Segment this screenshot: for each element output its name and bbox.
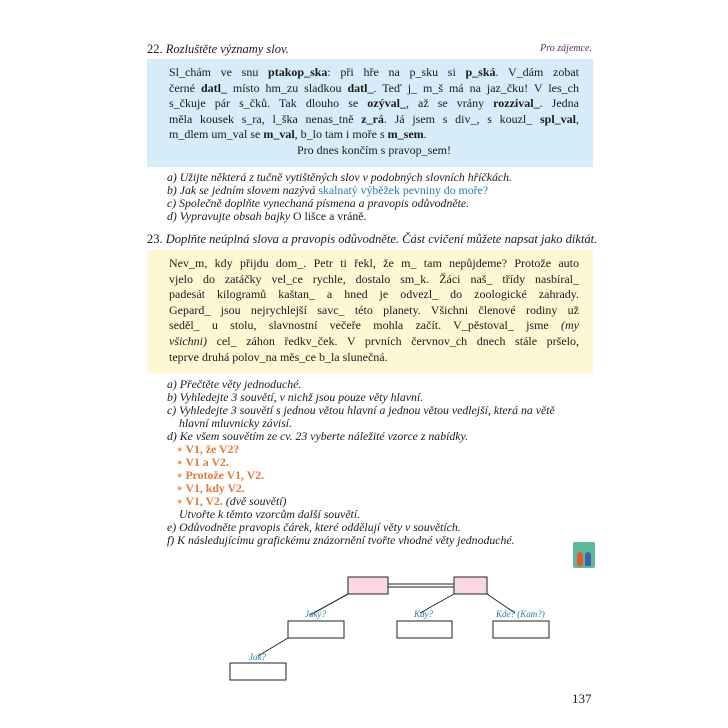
- bullet-icon: ●: [177, 457, 183, 467]
- bullet-icon: ●: [177, 496, 183, 506]
- exercise-number: 22.: [147, 42, 163, 56]
- text-segment: Gepard_ jsou nejrychlejší savc_ této planety. Všichni členové rodiny už: [169, 302, 579, 317]
- text-segment: (my: [561, 318, 579, 333]
- text-segment: . Jedna: [539, 96, 579, 111]
- task-e: e) Odůvodněte pravopis čárek, které oddělují věty v souvětích.: [167, 520, 461, 534]
- bold-word: m_val: [263, 127, 295, 142]
- bold-word: datl_: [347, 80, 374, 95]
- pattern-text: Protože V1, V2.: [185, 468, 265, 482]
- text-segment: , až se vrány: [405, 96, 494, 111]
- task-a: a) Přečtěte věty jednoduché.: [167, 377, 302, 391]
- closing-line: Pro dnes končím s pravop_sem!: [297, 142, 451, 157]
- bold-word: datl_: [200, 80, 227, 95]
- text-segment: seděl_ u stolu, slavnostní večeře mohla začít. V_pěstoval_ jsme: [169, 318, 561, 333]
- task-d: d) Ke všem souvětím ze cv. 23 vyberte náležité vzorce z nabídky.: [167, 429, 469, 443]
- bold-word: ozýval_: [367, 96, 406, 111]
- text-segment: m_dlem um_val se: [169, 127, 264, 142]
- task-c-continued: hlavní mluvnicky závisí.: [179, 416, 293, 430]
- bullet-icon: ●: [177, 470, 183, 480]
- task-b-suffix: ?: [482, 183, 489, 197]
- text-segment: . Já jsem s div_, s kouzl_: [383, 111, 540, 126]
- text-segment: černé: [169, 80, 201, 95]
- text-segment: . V_dám zobat: [495, 65, 579, 79]
- pattern-text: V1, že V2?: [185, 442, 240, 456]
- text-segment: , b_lo tam i moře s: [294, 127, 388, 142]
- task-b-highlight: skalnatý výběžek pevniny do moře: [318, 183, 483, 197]
- task-c: c) Vyhledejte 3 souvětí s jednou větou hlavní a jednou větou vedlejší, která na větě: [167, 403, 555, 417]
- bullet-icon: ●: [177, 483, 183, 493]
- text-segment: .: [423, 127, 427, 142]
- bold-word: m_sem: [387, 127, 424, 142]
- bold-word: z_rá: [361, 111, 384, 126]
- time-adverbial-box: [397, 621, 452, 638]
- text-segment: místo hm_zu sladkou: [226, 80, 348, 95]
- optional-tag: Pro zájemce.: [540, 43, 592, 54]
- page-number: 137: [572, 691, 592, 706]
- attribute-box: [288, 621, 344, 638]
- bullet-icon: ●: [177, 444, 183, 454]
- task-b: b) Vyhledejte 3 souvětí, v nichž jsou pouze věty hlavní.: [167, 390, 424, 404]
- text-segment: s_čkuje pár s_čků. Tak dlouho se: [169, 96, 368, 111]
- bold-word: ptakop_ska: [268, 65, 328, 79]
- exercise-title: Doplňte neúplná slova a pravopis odůvodněte. Část cvičení můžete napsat jako diktát.: [165, 232, 598, 246]
- question-label-jak: Jak?: [249, 652, 266, 662]
- task-c: c) Společně doplňte vynechaná písmena a pravopis odůvodněte.: [167, 196, 470, 210]
- text-segment: teprve druhá polov_na měs_ce b_la slunečná.: [169, 349, 388, 364]
- bold-word: spl_val: [539, 111, 576, 126]
- text-segment: : při hře na p_sku si: [327, 65, 466, 79]
- question-label-kde: Kde? (Kam?): [496, 609, 545, 619]
- question-label-kdy: Kdy?: [414, 609, 433, 619]
- predicate-box: [454, 577, 487, 594]
- question-label-jaky: Jaký?: [305, 609, 326, 619]
- bold-word: p_ská: [465, 65, 496, 79]
- pattern-text: V1, V2.: [185, 494, 223, 508]
- manner-box: [230, 663, 286, 680]
- text-segment: Sl_chám ve snu: [169, 65, 269, 79]
- text-segment: padesát kilogramů kaštan_ a hned je odvezl_ do zoologické zahrady.: [169, 287, 579, 302]
- task-b-text: b) Jak se jedním slovem nazývá: [167, 183, 319, 197]
- pattern-text: V1, kdy V2.: [185, 481, 245, 495]
- task-f: f) K následujícímu grafickému znázornění tvořte vhodné věty jednoduché.: [167, 533, 515, 547]
- bold-word: rozzíval_: [493, 96, 540, 111]
- text-segment: měla kousek s_ra, l_ška nenas_tně: [169, 111, 362, 126]
- task-d-text: d) Vypravujte obsah bajky: [167, 209, 294, 223]
- subject-box: [348, 577, 388, 594]
- text-segment: vjelo do zatáčky vel_ce rychle, dostalo sm_k. Žáci naš_ třídy nasbíral_: [169, 271, 579, 286]
- task-d-follow: Utvořte k těmto vzorcům další souvětí.: [179, 507, 361, 521]
- text-segment: ,: [576, 111, 579, 126]
- text-segment: Nev_m, kdy přijdu dom_. Petr ti řekl, že m_ tam nepůjdeme? Protože auto: [169, 256, 579, 270]
- pattern-text: V1 a V2.: [185, 455, 229, 469]
- exercise-title: Rozluštěte významy slov.: [165, 42, 289, 56]
- fable-title: O lišce a vráně.: [293, 209, 367, 223]
- place-adverbial-box: [493, 621, 549, 638]
- text-segment: . Teď j_ m_š má na jaz_čku! V les_ch: [373, 80, 579, 95]
- exercise-number: 23.: [147, 232, 163, 246]
- text-segment: všichni): [169, 333, 207, 348]
- text-segment: cel_ záhon ředkv_ček. V prvních červnov_ch dnech stále pršelo,: [207, 333, 579, 348]
- pattern-note: (dvě souvětí): [225, 494, 287, 508]
- task-a: a) Užijte některá z tučně vytištěných slov v podobných slovních hříčkách.: [167, 170, 512, 184]
